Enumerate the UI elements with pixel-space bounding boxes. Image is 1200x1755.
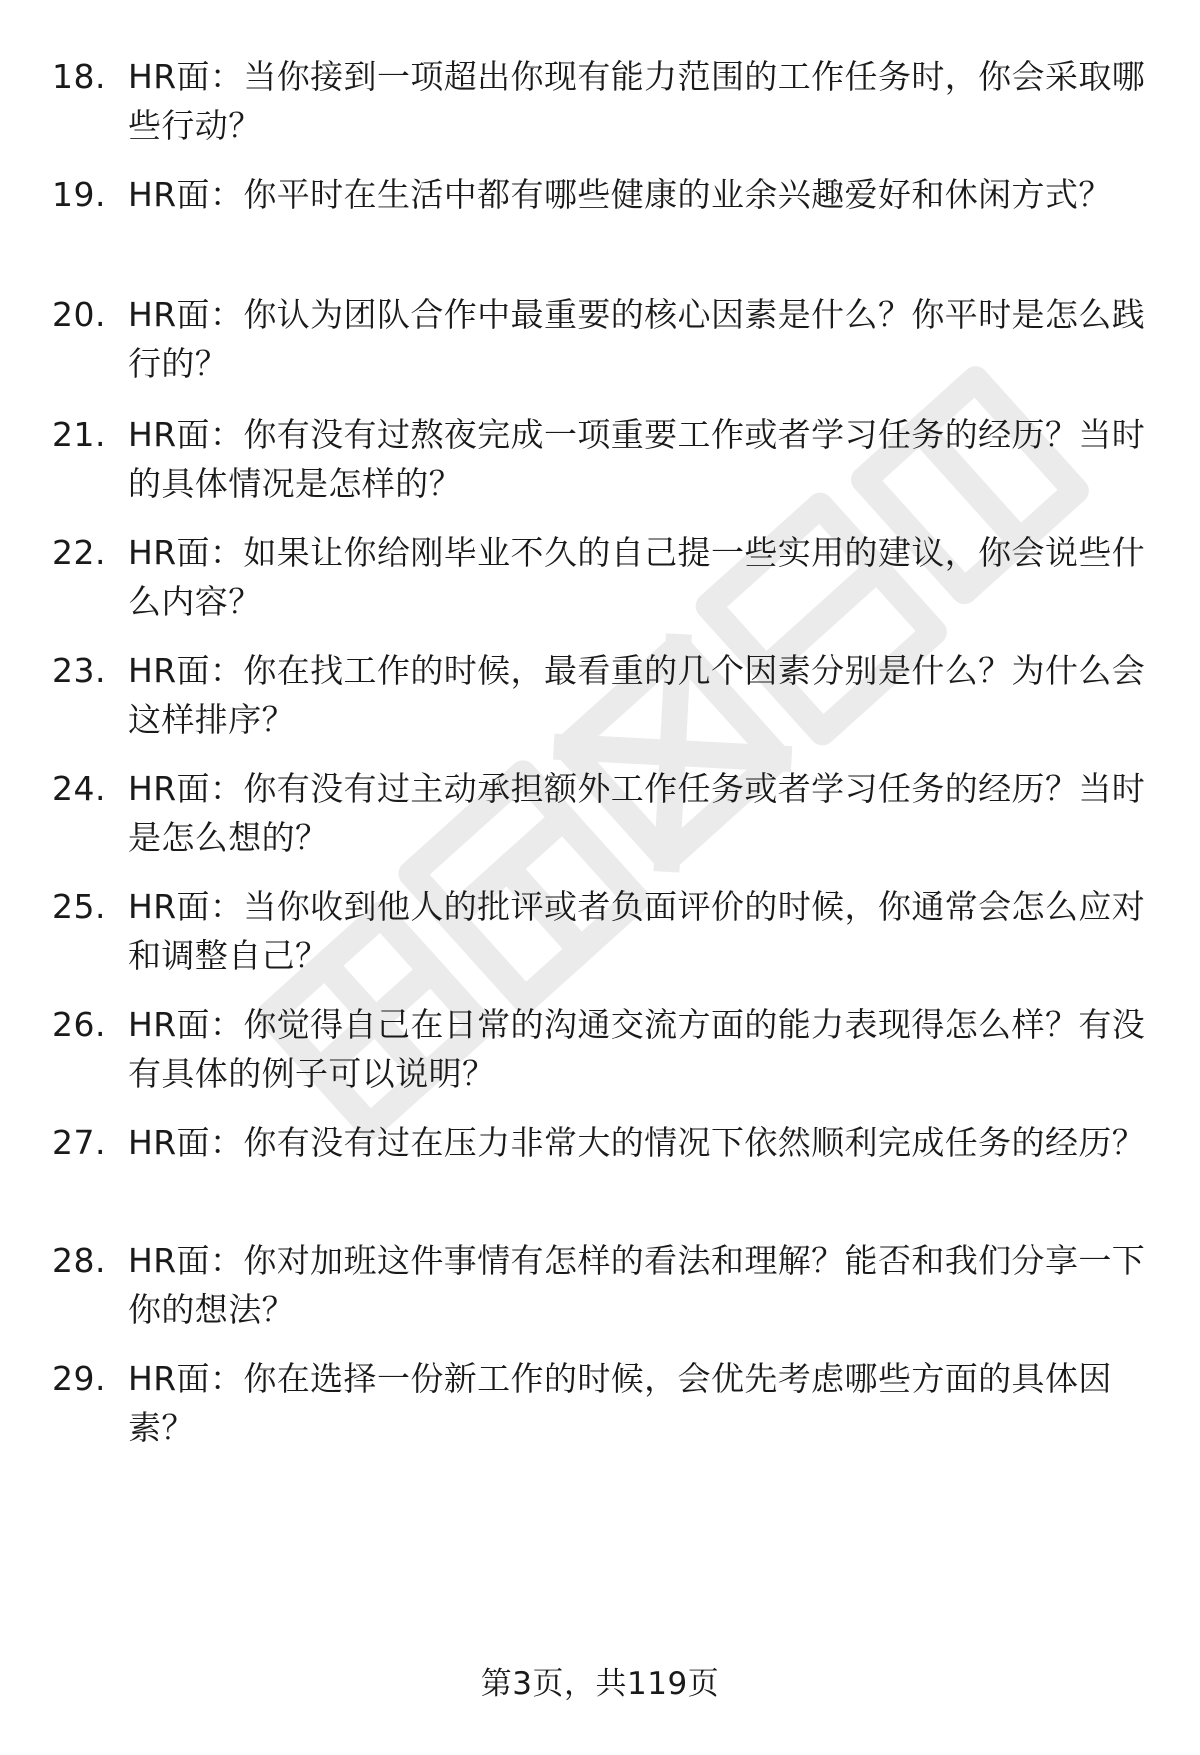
question-item	[0, 52, 1200, 152]
question-text: HR面：你有没有过在压力非常大的情况下依然顺利完成任务的经历？	[128, 1123, 1146, 1162]
question-text: HR面：如果让你给刚毕业不久的自己提一些实用的建议，你会说些什么内容？	[128, 533, 1146, 621]
question-item	[0, 410, 1200, 510]
question-text: HR面：你认为团队合作中最重要的核心因素是什么？你平时是怎么践行的？	[128, 295, 1146, 383]
question-item	[0, 170, 1200, 270]
question-number: 18.	[52, 57, 106, 96]
question-number: 26.	[52, 1005, 106, 1044]
question-item	[0, 528, 1200, 628]
question-number: 19.	[52, 175, 106, 214]
question-number: 28.	[52, 1241, 106, 1280]
question-item	[0, 882, 1200, 982]
question-item	[0, 764, 1200, 864]
question-item	[0, 1118, 1200, 1218]
question-text: HR面：你有没有过主动承担额外工作任务或者学习任务的经历？当时是怎么想的？	[128, 769, 1146, 857]
question-item	[0, 646, 1200, 746]
question-number: 27.	[52, 1123, 106, 1162]
question-number: 23.	[52, 651, 106, 690]
question-text: HR面：你在找工作的时候，最看重的几个因素分别是什么？为什么会这样排序？	[128, 651, 1146, 739]
question-item	[0, 1236, 1200, 1336]
question-text: HR面：你对加班这件事情有怎样的看法和理解？能否和我们分享一下你的想法？	[128, 1241, 1146, 1329]
question-text: HR面：当你接到一项超出你现有能力范围的工作任务时，你会采取哪些行动？	[128, 57, 1146, 145]
question-number: 20.	[52, 295, 106, 334]
question-number: 22.	[52, 533, 106, 572]
page-number-footer: 第3页，共119页	[480, 1666, 720, 1702]
question-text: HR面：你平时在生活中都有哪些健康的业余兴趣爱好和休闲方式？	[128, 175, 1112, 214]
question-text: HR面：你觉得自己在日常的沟通交流方面的能力表现得怎么样？有没有具体的例子可以说明？	[128, 1005, 1146, 1093]
question-number: 24.	[52, 769, 106, 808]
question-item	[0, 1354, 1200, 1454]
question-number: 21.	[52, 415, 106, 454]
question-number: 25.	[52, 887, 106, 926]
question-number: 29.	[52, 1359, 106, 1398]
question-text: HR面：你在选择一份新工作的时候，会优先考虑哪些方面的具体因素？	[128, 1359, 1112, 1447]
question-text: HR面：当你收到他人的批评或者负面评价的时候，你通常会怎么应对和调整自己？	[128, 887, 1146, 975]
question-text: HR面：你有没有过熬夜完成一项重要工作或者学习任务的经历？当时的具体情况是怎样的？	[128, 415, 1146, 503]
question-item	[0, 1000, 1200, 1100]
question-item	[0, 290, 1200, 390]
